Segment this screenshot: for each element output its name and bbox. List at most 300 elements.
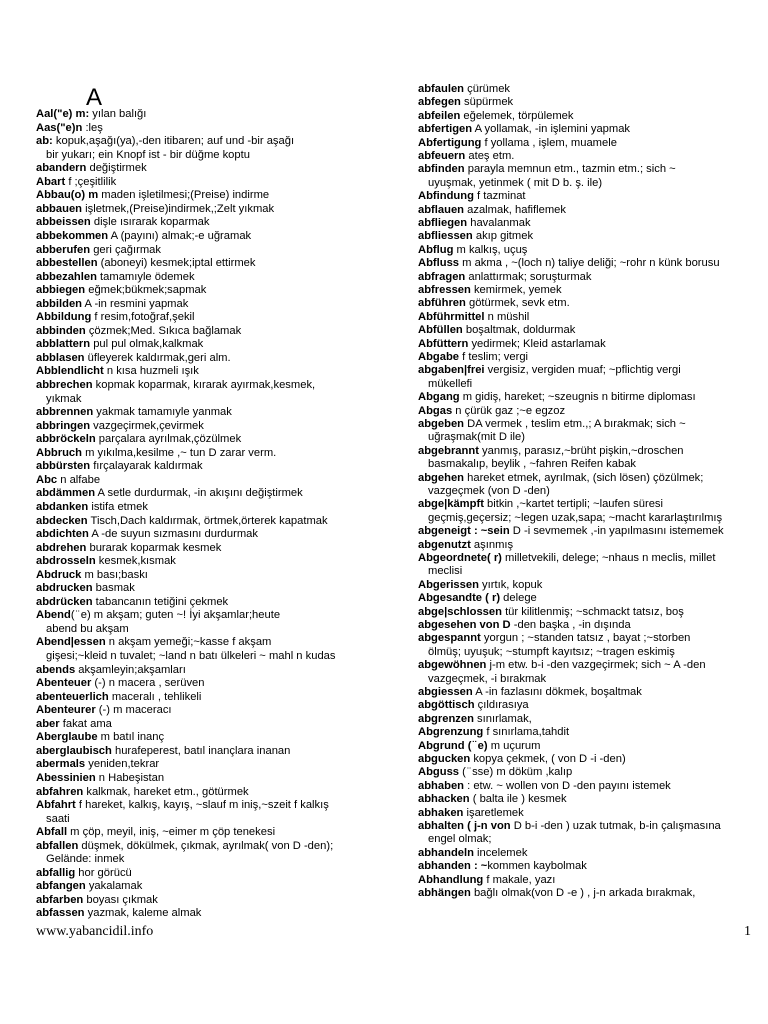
dictionary-entry <box>418 364 681 378</box>
entry-definition: boşaltmak, doldurmak <box>462 324 576 337</box>
dictionary-entry <box>36 894 158 908</box>
dictionary-entry <box>418 659 706 673</box>
dictionary-entry-continuation <box>428 378 472 392</box>
dictionary-entry <box>36 230 251 244</box>
dictionary-entry <box>36 867 132 881</box>
dictionary-entry <box>36 433 241 447</box>
entry-headword: Abgabe <box>418 351 460 363</box>
entry-definition: yorgun ; ~standen tatsız , bayat ;~storben <box>480 632 691 645</box>
entry-headword: abbilden <box>36 297 82 310</box>
entry-definition: ateş etm. <box>465 150 515 162</box>
dictionary-entry <box>418 204 566 218</box>
dictionary-entry-continuation <box>46 650 336 664</box>
entry-definition: :leş <box>82 121 103 134</box>
dictionary-entry <box>418 860 587 874</box>
entry-headword: abfliessen <box>418 230 473 243</box>
entry-definition: düşmek, dökülmek, çıkmak, ayrılmak( von D -den); <box>78 839 334 852</box>
entry-definition: parçalara ayrılmak,çözülmek <box>95 433 242 446</box>
entry-headword: abhacken <box>418 793 470 806</box>
entry-headword: abgrenzen <box>418 712 474 725</box>
entry-definition: geri çağırmak <box>90 243 161 256</box>
dictionary-entry <box>36 826 275 840</box>
dictionary-entry <box>36 460 203 474</box>
dictionary-entry <box>418 257 720 271</box>
entry-headword: abenteuerlich <box>36 690 109 703</box>
dictionary-entry <box>418 338 606 352</box>
entry-definition: kopya çekmek, ( von D -i -den) <box>470 753 626 765</box>
dictionary-entry <box>36 365 199 379</box>
entry-definition: hurafeperest, batıl inançlara inanan <box>111 744 291 757</box>
entry-headword: abfinden <box>418 163 465 176</box>
entry-definition: (aboneyi) kesmek;iptal ettirmek <box>97 257 256 270</box>
entry-headword: abbinden <box>36 324 86 337</box>
dictionary-entry <box>418 699 529 713</box>
dictionary-entry <box>418 311 529 325</box>
entry-definition: A yollamak, -in işlemini yapmak <box>472 123 631 136</box>
entry-headword: Aas("e)n <box>36 121 83 134</box>
entry-definition: ( balta ile ) kesmek <box>469 793 567 806</box>
dictionary-entry <box>418 244 527 258</box>
entry-definition: ( ̈ sse) m döküm ,kalıp <box>459 766 573 779</box>
entry-definition: yazmak, kaleme almak <box>84 907 202 920</box>
dictionary-entry <box>36 582 135 596</box>
dictionary-entry <box>36 664 186 678</box>
entry-headword: abfarben <box>36 893 84 906</box>
entry-definition: n kısa huzmeli ışık <box>103 365 199 378</box>
entry-definition: bağlı olmak(von D -e ) , j-n arkada bırakmak, <box>470 887 696 899</box>
entry-definition: D b-i -den ) uzak tutmak, b-in çalışmasına <box>510 820 721 832</box>
entry-definition: saati <box>46 812 70 825</box>
entry-headword: abblattern <box>36 338 91 351</box>
dictionary-entry-continuation <box>46 853 124 867</box>
dictionary-entry-continuation <box>428 458 636 472</box>
entry-headword: abgöttisch <box>418 699 475 712</box>
entry-headword: abdrehen <box>36 541 87 554</box>
dictionary-entry <box>36 528 258 542</box>
entry-definition: : etw. ~ wollen von D -den payını istemek <box>464 779 671 792</box>
entry-headword: Abc <box>36 473 58 486</box>
entry-headword: abfallen <box>36 839 79 852</box>
entry-headword: abbezahlen <box>36 270 97 283</box>
entry-definition: işletmek,(Preise)indirmek,;Zelt yıkmak <box>82 202 275 215</box>
entry-definition: milletvekili, delege; ~nhaus n meclis, millet <box>501 552 716 564</box>
entry-headword: abfassen <box>36 907 85 920</box>
entry-definition: geçmiş,geçersiz; ~legen uzak,sapa; ~macht kararlaştırılmış <box>428 511 723 524</box>
entry-headword: abbauen <box>36 202 83 215</box>
dictionary-entry <box>418 163 676 177</box>
dictionary-entry <box>418 606 684 620</box>
dictionary-entry <box>36 636 271 650</box>
entry-definition: A -de suyun sızmasını durdurmak <box>88 528 258 541</box>
page-number: 1 <box>744 924 751 939</box>
entry-definition: f resim,fotoğraf,şekil <box>91 311 195 324</box>
entry-headword: abbrennen <box>36 406 94 419</box>
entry-headword: abhalten ( j-n von <box>418 820 511 832</box>
entry-definition: n Habeşistan <box>95 771 165 784</box>
dictionary-entry <box>418 190 526 204</box>
dictionary-entry <box>36 338 203 352</box>
dictionary-entry <box>418 552 716 566</box>
entry-definition: maden işletilmesi;(Preise) indirme <box>98 189 270 202</box>
entry-definition: süpürmek <box>460 96 514 109</box>
dictionary-entry <box>418 297 570 311</box>
entry-definition: çözmek;Med. Sıkıca bağlamak <box>85 324 242 337</box>
entry-definition: basmak <box>92 582 135 595</box>
dictionary-entry <box>418 525 724 539</box>
entry-definition: m batıl inanç <box>97 731 165 744</box>
dictionary-entry <box>36 176 116 190</box>
entry-definition: vazgeçmek, -i bırakmak <box>428 672 547 685</box>
dictionary-entry <box>36 555 176 569</box>
entry-definition: f tazminat <box>473 190 526 203</box>
dictionary-entry <box>36 542 221 556</box>
dictionary-entry-continuation <box>428 833 491 847</box>
entry-definition: dişle ısırarak koparmak <box>90 216 210 229</box>
entry-headword: Abflug <box>418 243 454 256</box>
dictionary-entry <box>418 498 663 512</box>
dictionary-entry <box>418 807 524 821</box>
entry-headword: Abfall <box>36 826 68 839</box>
entry-definition: akşamleyin;akşamları <box>75 663 186 676</box>
dictionary-entry <box>418 753 626 767</box>
entry-headword: abandern <box>36 162 87 175</box>
dictionary-entry <box>36 487 303 501</box>
entry-headword: aber <box>36 717 60 730</box>
entry-headword: Abdruck <box>36 568 82 581</box>
entry-headword: Abgeordnete( r) <box>418 552 502 564</box>
dictionary-entry <box>36 108 146 122</box>
entry-definition: m bası;baskı <box>81 568 148 581</box>
entry-definition: ( ̈ e) m akşam; guten ~! İyi akşamlar;heute <box>70 609 281 622</box>
entry-headword: abgenutzt <box>418 538 471 551</box>
entry-headword: Abgrund ( ̈ e) <box>418 739 488 752</box>
entry-definition: A setle durdurmak, -in akışını değiştirmek <box>95 487 303 500</box>
dictionary-entry <box>418 405 565 419</box>
entry-definition: Gelände: inmek <box>46 853 125 866</box>
entry-headword: abfahren <box>36 785 84 798</box>
dictionary-entry <box>418 83 510 97</box>
dictionary-entry <box>418 472 703 486</box>
entry-definition: fırçalayarak kaldırmak <box>90 460 203 473</box>
entry-headword: abgucken <box>418 753 471 765</box>
entry-headword: abbringen <box>36 419 91 432</box>
entry-definition: çıldırasıya <box>474 699 529 712</box>
dictionary-entry <box>418 123 630 137</box>
dictionary-entry <box>418 793 567 807</box>
entry-headword: Abenteuer <box>36 677 92 690</box>
entry-definition: incelemek <box>473 846 528 859</box>
entry-headword: abfeuern <box>418 150 466 162</box>
dictionary-entry <box>36 257 256 271</box>
dictionary-entry <box>36 704 172 718</box>
entry-headword: Abblendlicht <box>36 365 104 378</box>
dictionary-entry <box>418 780 671 794</box>
dictionary-entry <box>36 244 161 258</box>
entry-definition: yakmak tamamıyle yanmak <box>93 406 232 419</box>
entry-headword: abdämmen <box>36 487 96 500</box>
entry-definition: üfleyerek kaldırmak,geri alm. <box>84 351 231 364</box>
entry-definition: f hareket, kalkış, kayış, ~slauf m iniş,~szeit f kalkış <box>75 799 329 812</box>
entry-definition: bitkin ,~kartet tertipli; ~laufen süresi <box>483 498 664 511</box>
entry-definition: f teslim; vergi <box>459 351 529 363</box>
entry-headword: abgewöhnen <box>418 659 487 672</box>
entry-headword: Abend|essen <box>36 636 106 649</box>
entry-definition: burarak koparmak kesmek <box>86 541 222 554</box>
dictionary-entry <box>36 758 159 772</box>
entry-definition: A (payını) almak;-e uğramak <box>108 229 252 242</box>
entry-definition: bir yukarı; ein Knopf ist - bir düğme koptu <box>46 148 250 161</box>
dictionary-entry-continuation <box>428 485 550 499</box>
entry-headword: Abfertigung <box>418 136 482 149</box>
entry-headword: abflauen <box>418 203 465 216</box>
dictionary-entry-continuation <box>428 646 675 660</box>
entry-headword: abbröckeln <box>36 433 96 446</box>
entry-definition: çürümek <box>464 83 511 95</box>
dictionary-entry <box>36 515 328 529</box>
entry-definition: f sınırlama,tahdit <box>483 726 570 739</box>
entry-definition: mükellefi <box>428 377 473 390</box>
entry-definition: kommen kaybolmak <box>487 860 587 873</box>
entry-definition: m akma , ~(loch n) taliye deliği; ~rohr n künk borusu <box>459 257 720 270</box>
dictionary-entry <box>36 325 241 339</box>
entry-headword: abfressen <box>418 284 471 296</box>
entry-headword: abbeissen <box>36 216 91 229</box>
entry-definition: vergisiz, vergiden muaf; ~pflichtig vergi <box>484 364 681 377</box>
entry-definition: kopmak koparmak, kırarak ayırmak,kesmek, <box>92 379 316 391</box>
dictionary-entry <box>36 772 164 786</box>
entry-definition: D -i sevmemek ,-in yapılmasını istememek <box>509 525 724 538</box>
dictionary-entry <box>418 874 555 888</box>
dictionary-entry <box>36 569 148 583</box>
entry-headword: abgeben <box>418 418 465 430</box>
entry-headword: Abenteurer <box>36 704 96 717</box>
dictionary-entry <box>36 880 142 894</box>
entry-headword: abfangen <box>36 880 86 893</box>
entry-headword: abbestellen <box>36 257 98 270</box>
dictionary-entry <box>36 786 249 800</box>
dictionary-entry <box>418 713 532 727</box>
entry-headword: abgehen <box>418 471 465 484</box>
entry-headword: abdanken <box>36 500 89 513</box>
dictionary-entry <box>36 420 204 434</box>
entry-definition: uğraşmak(mit D ile) <box>428 431 525 444</box>
dictionary-entry-continuation <box>46 623 129 637</box>
entry-headword: Abführmittel <box>418 310 485 323</box>
entry-definition: yanmış, parasız,~brüht pişkin,~droschen <box>478 444 684 457</box>
dictionary-entry-continuation <box>46 813 70 827</box>
entry-headword: aberglaubisch <box>36 744 112 757</box>
dictionary-entry <box>36 718 112 732</box>
dictionary-entry <box>418 230 533 244</box>
entry-definition: hareket etmek, ayrılmak, (sich lösen) çözülmek; <box>464 471 704 484</box>
dictionary-entry <box>418 579 542 593</box>
dictionary-entry <box>36 271 195 285</box>
dictionary-entry <box>418 539 513 553</box>
entry-definition: meclisi <box>428 565 463 578</box>
entry-definition: fakat ama <box>59 717 112 730</box>
entry-headword: abdecken <box>36 514 88 527</box>
entry-headword: Abfahrt <box>36 799 76 812</box>
dictionary-entry <box>418 445 684 459</box>
entry-headword: Abguss <box>418 766 460 779</box>
entry-definition: m kalkış, uçuş <box>453 243 528 256</box>
entry-headword: abblasen <box>36 351 85 364</box>
entry-definition: hor görücü <box>75 866 132 879</box>
dictionary-entry <box>418 110 573 124</box>
entry-headword: abdrucken <box>36 582 93 595</box>
entry-definition: istifa etmek <box>88 500 148 513</box>
dictionary-entry <box>36 122 103 136</box>
dictionary-entry <box>36 311 195 325</box>
entry-definition: sınırlamak, <box>473 712 532 725</box>
dictionary-entry <box>418 592 537 606</box>
dictionary-entry-continuation <box>428 565 462 579</box>
entry-headword: Abart <box>36 175 66 188</box>
entry-definition: götürmek, sevk etm. <box>465 297 570 310</box>
dictionary-entry <box>418 619 631 633</box>
entry-definition: uyuşmak, yetinmek ( mit D b. ş. ile) <box>428 176 603 189</box>
entry-headword: Abbildung <box>36 311 92 324</box>
dictionary-entry <box>36 840 333 854</box>
dictionary-entry-continuation <box>428 177 602 191</box>
entry-definition: aşınmış <box>470 538 514 551</box>
dictionary-entry <box>418 726 569 740</box>
entry-definition: eğelemek, törpülemek <box>460 109 574 122</box>
entry-definition: basmakalıp, beylik , ~fahren Reifen kabak <box>428 458 637 471</box>
dictionary-entry <box>36 284 206 298</box>
entry-headword: abge|kämpft <box>418 498 484 511</box>
dictionary-entry-continuation <box>428 431 525 445</box>
entry-headword: Abgang <box>418 391 460 404</box>
entry-definition: yeniden,tekrar <box>85 758 160 771</box>
entry-definition: m gidiş, hareket; ~szeugnis n bitirme diploması <box>459 391 696 404</box>
dictionary-entry <box>418 740 540 754</box>
entry-definition: f ;çeşitlilik <box>65 175 117 188</box>
dictionary-entry <box>418 887 695 901</box>
dictionary-entry <box>418 418 686 432</box>
dictionary-entry <box>418 820 721 834</box>
entry-definition: (-) n macera , serüven <box>91 677 205 690</box>
dictionary-entry <box>418 96 513 110</box>
entry-headword: abfegen <box>418 96 461 109</box>
dictionary-entry-continuation <box>428 512 722 526</box>
dictionary-entry <box>36 203 274 217</box>
entry-headword: abhanden : ~ <box>418 860 488 873</box>
entry-definition: işaretlemek <box>463 806 524 819</box>
entry-definition: Tisch,Dach kaldırmak, örtmek,örterek kapatmak <box>87 514 328 527</box>
entry-headword: abgesehen von D <box>418 619 511 631</box>
entry-headword: Aal("e) m: <box>36 108 90 120</box>
dictionary-entry <box>418 271 591 285</box>
entry-headword: abgespannt <box>418 632 481 645</box>
entry-headword: Abfluss <box>418 257 460 270</box>
entry-headword: Aberglaube <box>36 731 98 744</box>
entry-definition: n akşam yemeği;~kasse f akşam <box>105 636 272 649</box>
entry-headword: abhängen <box>418 887 471 899</box>
entry-definition: akıp gitmek <box>472 230 534 243</box>
section-letter: A <box>86 84 103 111</box>
entry-definition: yakalamak <box>85 880 143 893</box>
entry-headword: abbiegen <box>36 284 86 297</box>
entry-definition: azalmak, hafiflemek <box>464 203 566 216</box>
dictionary-entry <box>418 324 575 338</box>
entry-headword: Abbau(o) m <box>36 189 99 202</box>
entry-headword: abfragen <box>418 270 466 283</box>
dictionary-entry <box>418 150 514 164</box>
entry-definition: vazgeçirmek,çevirmek <box>90 419 204 432</box>
entry-headword: abdrosseln <box>36 555 96 568</box>
entry-headword: abgeneigt : ~sein <box>418 525 510 538</box>
entry-headword: abfaulen <box>418 83 465 95</box>
entry-definition: parayla memnun etm., tazmin etm.; sich ~ <box>464 163 676 176</box>
entry-headword: abfertigen <box>418 123 473 136</box>
entry-definition: delege <box>500 592 537 605</box>
entry-headword: abfliegen <box>418 217 468 229</box>
dictionary-entry <box>36 135 294 149</box>
dictionary-entry <box>418 351 528 365</box>
entry-definition: -den başka , -in dışında <box>510 619 631 631</box>
entry-headword: Abfüttern <box>418 337 469 350</box>
entry-headword: abhaken <box>418 806 464 819</box>
entry-headword: abends <box>36 663 76 676</box>
dictionary-entry <box>418 686 642 700</box>
entry-definition: kemirmek, yemek <box>470 284 562 296</box>
entry-headword: Abfindung <box>418 190 474 203</box>
entry-definition: yedirmek; Kleid astarlamak <box>468 337 606 350</box>
entry-definition: (-) m maceracı <box>95 704 172 717</box>
dictionary-entry <box>36 189 269 203</box>
dictionary-entry <box>36 745 290 759</box>
entry-definition: yılan balığı <box>89 108 147 120</box>
dictionary-entry <box>418 284 562 298</box>
entry-definition: tabancanın tetiğini çekmek <box>92 595 229 608</box>
entry-headword: Abgerissen <box>418 578 479 591</box>
entry-definition: m uçurum <box>487 739 541 752</box>
dictionary-entry <box>418 766 572 780</box>
entry-definition: j-m etw. b-i -den vazgeçirmek; sich ~ A -den <box>486 659 706 672</box>
dictionary-entry <box>36 731 164 745</box>
dictionary-entry <box>36 352 231 366</box>
entry-headword: abbrechen <box>36 379 93 391</box>
entry-headword: abhaben <box>418 779 465 792</box>
dictionary-entry <box>36 447 276 461</box>
entry-definition: eğmek;bükmek;sapmak <box>85 284 207 297</box>
entry-definition: A -in resmini yapmak <box>82 297 189 310</box>
entry-definition: yıkmak <box>46 392 82 405</box>
entry-definition: abend bu akşam <box>46 622 129 635</box>
footer-site-url[interactable]: www.yabancidil.info <box>36 924 154 939</box>
entry-headword: Abfüllen <box>418 324 463 337</box>
entry-headword: Abhandlung <box>418 873 484 886</box>
entry-definition: f yollama , işlem, muamele <box>481 136 617 149</box>
dictionary-entry <box>36 501 148 515</box>
entry-definition: değiştirmek <box>86 162 147 175</box>
entry-definition: n alfabe <box>57 473 101 486</box>
entry-definition: gişesi;~kleid n tuvalet; ~land n batı ülkeleri ~ mahl n kudas <box>46 650 336 662</box>
entry-headword: Abend <box>36 609 71 622</box>
entry-definition: n çürük gaz ;~e egzoz <box>452 404 566 417</box>
entry-headword: Abgrenzung <box>418 726 484 739</box>
entry-definition: havalanmak <box>467 217 531 229</box>
entry-headword: abge|schlossen <box>418 605 502 618</box>
dictionary-entry <box>36 596 228 610</box>
entry-headword: abfallig <box>36 866 76 879</box>
entry-headword: abbekommen <box>36 229 109 242</box>
entry-headword: abführen <box>418 297 466 310</box>
dictionary-entry <box>418 137 617 151</box>
entry-headword: abermals <box>36 758 86 771</box>
entry-headword: abdichten <box>36 528 89 541</box>
